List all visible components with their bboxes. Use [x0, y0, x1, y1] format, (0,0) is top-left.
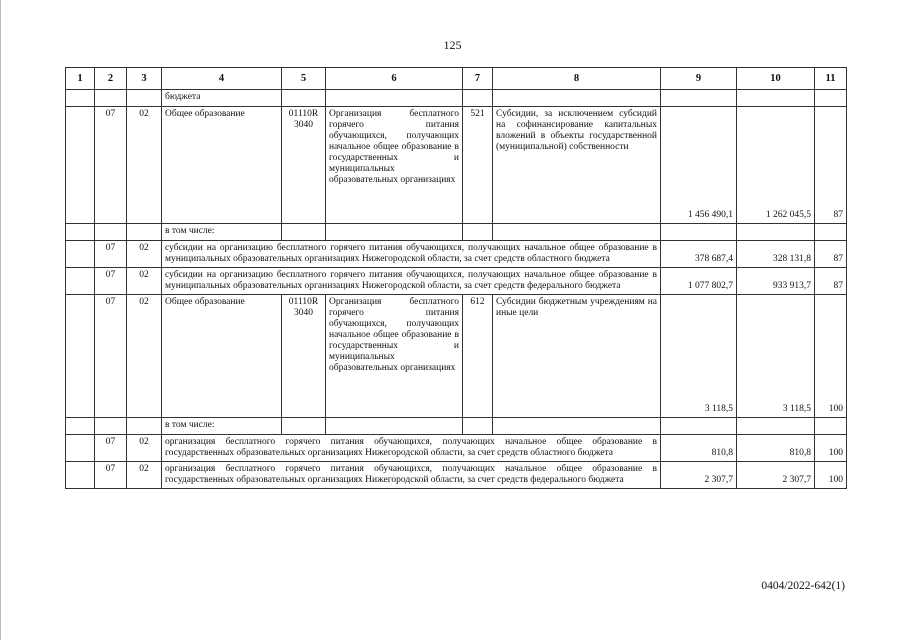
cell-subsection: 02 [127, 435, 162, 462]
cell-percent: 100 [815, 295, 847, 418]
cell-expense-type: 521 [463, 107, 493, 224]
table-row [66, 268, 847, 295]
cell-text: бюджета [162, 90, 282, 107]
cell-amount-plan: 378 687,4 [661, 241, 737, 268]
cell-percent: 87 [815, 268, 847, 295]
budget-table [65, 67, 847, 489]
table-row [66, 295, 847, 418]
cell-description: Организация бесплатного горячего питания обучающихся, получающих начальное общее образование в государственных и муниципальных образовательных организациях [326, 107, 463, 224]
header-cell: 10 [737, 68, 815, 90]
scan-edge-line [0, 0, 1, 640]
cell-amount-actual: 933 913,7 [737, 268, 815, 295]
header-cell: 8 [493, 68, 661, 90]
cell-name: Общее образование [162, 107, 282, 224]
cell-target-code: 01110R 3040 [282, 295, 326, 418]
header-cell: 2 [95, 68, 127, 90]
cell-amount-actual: 3 118,5 [737, 295, 815, 418]
cell-merged-description: субсидии на организацию бесплатного горячего питания обучающихся, получающих начальное общее образование в муниципальных образовательных организациях Нижегородской области, за счет средств федерального бюджета [162, 268, 661, 295]
cell-amount-actual: 810,8 [737, 435, 815, 462]
cell-section: 07 [95, 295, 127, 418]
header-cell: 3 [127, 68, 162, 90]
table-row [66, 107, 847, 224]
cell-amount-plan: 1 077 802,7 [661, 268, 737, 295]
cell-target-code: 01110R 3040 [282, 107, 326, 224]
table-row [66, 462, 847, 489]
cell-amount-actual: 328 131,8 [737, 241, 815, 268]
cell-subsection: 02 [127, 295, 162, 418]
cell-percent: 87 [815, 241, 847, 268]
header-cell: 9 [661, 68, 737, 90]
cell-percent: 100 [815, 435, 847, 462]
cell-section: 07 [95, 268, 127, 295]
document-code: 0404/2022-642(1) [761, 580, 845, 592]
header-cell: 11 [815, 68, 847, 90]
page-number: 125 [443, 38, 462, 52]
cell-amount-plan: 3 118,5 [661, 295, 737, 418]
cell-merged-description: организация бесплатного горячего питания обучающихся, получающих начальное общее образование в государственных образовательных организациях Нижегородской области, за счет средств федерального бюджета [162, 462, 661, 489]
cell-amount-actual: 1 262 045,5 [737, 107, 815, 224]
table-row [66, 241, 847, 268]
cell-section: 07 [95, 462, 127, 489]
header-cell: 1 [66, 68, 95, 90]
cell-expense-description: Субсидии бюджетным учреждениям на иные цели [493, 295, 661, 418]
cell-amount-plan: 1 456 490,1 [661, 107, 737, 224]
cell-expense-description: Субсидии, за исключением субсидий на софинансирование капитальных вложений в объекты государственной (муниципальной) собственности [493, 107, 661, 224]
cell-merged-description: организация бесплатного горячего питания обучающихся, получающих начальное общее образование в государственных образовательных организациях Нижегородской области, за счет средств областного бюджета [162, 435, 661, 462]
cell-section: 07 [95, 107, 127, 224]
cell-text: в том числе: [162, 224, 282, 241]
table-row [66, 418, 847, 435]
cell-subsection: 02 [127, 107, 162, 224]
table-row [66, 224, 847, 241]
cell-name: Общее образование [162, 295, 282, 418]
table-row [66, 90, 847, 107]
cell-description: Организация бесплатного горячего питания обучающихся, получающих начальное общее образование в государственных и муниципальных образовательных организациях [326, 295, 463, 418]
cell-subsection: 02 [127, 268, 162, 295]
cell-percent: 87 [815, 107, 847, 224]
header-cell: 6 [326, 68, 463, 90]
cell-text: в том числе: [162, 418, 282, 435]
cell-amount-plan: 810,8 [661, 435, 737, 462]
header-cell: 7 [463, 68, 493, 90]
header-row [66, 68, 847, 90]
cell-percent: 100 [815, 462, 847, 489]
cell-merged-description: субсидии на организацию бесплатного горячего питания обучающихся, получающих начальное общее образование в муниципальных образовательных организациях Нижегородской области, за счет средств областного бюджета [162, 241, 661, 268]
cell-amount-actual: 2 307,7 [737, 462, 815, 489]
cell-section: 07 [95, 241, 127, 268]
header-cell: 5 [282, 68, 326, 90]
header-cell: 4 [162, 68, 282, 90]
cell-subsection: 02 [127, 462, 162, 489]
cell-section: 07 [95, 435, 127, 462]
cell-expense-type: 612 [463, 295, 493, 418]
cell-subsection: 02 [127, 241, 162, 268]
cell-amount-plan: 2 307,7 [661, 462, 737, 489]
table-row [66, 435, 847, 462]
